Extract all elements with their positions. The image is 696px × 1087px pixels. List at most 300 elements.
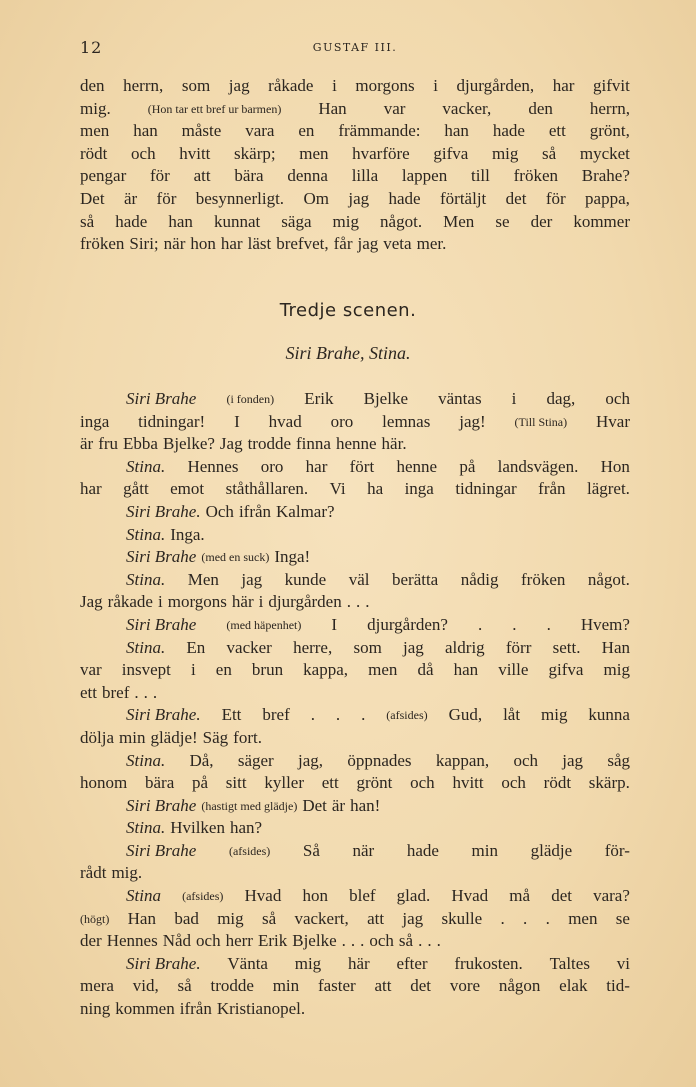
dialogue-line [80, 546, 630, 569]
dialogue-line [80, 637, 630, 660]
word: Brahe? [581, 166, 630, 186]
dialogue-line [80, 750, 630, 773]
dialogue-line [80, 501, 630, 524]
word: rådt [80, 863, 107, 883]
speaker-name: Siri Brahe. [126, 705, 201, 725]
word: men [368, 660, 398, 680]
word: fröken [521, 569, 566, 589]
word: är [331, 795, 346, 815]
word: kommen [115, 999, 175, 1019]
intro-line [80, 165, 630, 188]
word: att [193, 166, 211, 186]
dialogue-line [80, 953, 630, 976]
word: . [436, 931, 441, 951]
word: läst [247, 234, 272, 254]
word: mig [294, 953, 322, 973]
word: och [131, 143, 156, 163]
stage-direction: (med häpenhet) [226, 617, 302, 632]
speaker-name: Siri Brahe [126, 795, 197, 815]
speaker-name: Stina. [126, 818, 166, 838]
stage-direction: (med en suck) [201, 550, 270, 565]
word: så [542, 143, 557, 163]
word: här. [381, 434, 407, 454]
word: hvad [268, 411, 302, 431]
word: trodde [247, 434, 292, 454]
word: den [528, 98, 553, 118]
word: råkade [107, 592, 153, 612]
dialogue-line [80, 456, 630, 479]
word: Bjelke [292, 931, 337, 951]
stage-direction: (i fonden) [226, 392, 275, 406]
word: jag [403, 637, 424, 657]
word: vacker [226, 637, 272, 657]
word: för [156, 188, 177, 208]
word: lappen [401, 166, 448, 186]
word: elak [559, 976, 588, 996]
word: Men [443, 211, 475, 231]
speaker-name: Stina. [126, 569, 166, 589]
word: Vi [329, 479, 346, 499]
word: säger [237, 750, 274, 770]
word: Inga! [274, 547, 311, 567]
word: har [305, 456, 328, 476]
speaker-name: Stina. [126, 524, 166, 544]
word: är [123, 188, 138, 208]
word: att [374, 976, 392, 996]
dialogue-line [80, 885, 630, 908]
word: ha [367, 479, 384, 499]
word: förr [505, 637, 532, 657]
page-number: 12 [80, 38, 103, 57]
word: och [196, 931, 221, 951]
word: gifva [548, 660, 584, 680]
word: han [133, 121, 158, 141]
word: kunna [588, 705, 630, 725]
word: vid, [132, 976, 159, 996]
stage-direction: (högt) [80, 911, 110, 926]
word: han! [350, 795, 381, 815]
word: till [470, 166, 490, 186]
word: säga [281, 211, 312, 231]
stage-direction: (Hon tar ett bref ur barmen) [147, 101, 282, 116]
word: bära [234, 166, 264, 186]
word: . [361, 705, 366, 725]
word: djurgården? [367, 614, 448, 634]
word: hade [388, 188, 421, 208]
word: bära [144, 773, 175, 793]
word: . [335, 705, 341, 725]
word: Bjelke? [162, 434, 215, 454]
word: Hvad [244, 886, 282, 906]
word: . [545, 908, 550, 928]
scene-title: Tredje scenen. [279, 300, 417, 321]
word: Erik [257, 931, 288, 951]
word: Kalmar? [276, 501, 335, 521]
dialogue-line [80, 388, 630, 411]
word: mycket [579, 143, 630, 163]
page-header [80, 38, 630, 58]
word: mig. [111, 863, 143, 883]
word: ett [321, 773, 339, 793]
dialogue-line [80, 772, 630, 795]
word: frukosten. [454, 953, 523, 973]
word: kommer [573, 211, 630, 231]
word: var [383, 98, 406, 118]
word: Det [80, 188, 105, 208]
word: så [177, 976, 192, 996]
word: ett [548, 121, 566, 141]
word: gifva [433, 143, 469, 163]
word: Han [318, 98, 347, 118]
word: något. [380, 211, 423, 231]
word: måste [181, 121, 222, 141]
dialogue-line [80, 524, 630, 547]
intro-line [80, 120, 630, 143]
dialogue-line [80, 569, 630, 592]
word: . [360, 931, 365, 951]
word: ifrån [179, 999, 212, 1019]
word: den [80, 76, 105, 95]
word: från [538, 479, 566, 499]
word: mig [491, 143, 519, 163]
word: jag! [459, 411, 486, 431]
word: som [353, 637, 382, 657]
word: väl [348, 569, 370, 589]
word: bref [262, 705, 290, 725]
word: är [80, 434, 94, 454]
word: . [478, 614, 483, 634]
word: det [551, 886, 572, 906]
word: Om [303, 188, 329, 208]
word: Inga. [170, 524, 205, 544]
intro-line [80, 233, 630, 256]
speaker-name: Siri Brahe [126, 614, 197, 634]
word: öppnades [347, 750, 412, 770]
stage-direction: (Till Stina) [514, 414, 568, 429]
word: sett. [552, 637, 581, 657]
word: Hvem? [580, 614, 630, 634]
word: fört [349, 456, 375, 476]
word: efter [396, 953, 428, 973]
word: hon [302, 886, 328, 906]
word: Hvar [596, 411, 630, 431]
word: Det [302, 795, 327, 815]
word: henne [396, 456, 438, 476]
word: mig [217, 908, 244, 928]
word: aldrig [445, 637, 485, 657]
word: här [231, 592, 254, 612]
word: jag [348, 188, 370, 208]
word: herrn, [589, 98, 630, 118]
speaker-name: Siri Brahe. [126, 953, 201, 973]
word: I [331, 614, 338, 634]
word: när [352, 840, 375, 860]
word: blef [349, 886, 376, 906]
word: glädje! [150, 727, 198, 747]
word: trodde [210, 976, 254, 996]
word: får [333, 234, 353, 254]
word: Bjelke [363, 389, 409, 408]
word: jag [357, 234, 379, 254]
word: så [80, 211, 95, 231]
word: Kristianopel. [216, 999, 306, 1019]
word: lilla [351, 166, 379, 186]
word: dölja [80, 727, 114, 747]
word: . [523, 908, 528, 928]
word: och [501, 773, 526, 793]
word: se [495, 211, 510, 231]
word: ett [80, 682, 97, 702]
word: såg [607, 750, 630, 770]
word: vackert, [294, 908, 349, 928]
word: skärp. [588, 773, 630, 793]
word: men [80, 121, 110, 141]
word: grönt, [589, 121, 630, 141]
word: vore [449, 976, 481, 996]
word: så [398, 931, 414, 951]
word: Hon [600, 456, 630, 476]
word: Säg [202, 727, 229, 747]
word: han? [229, 818, 263, 838]
word: insvept [121, 660, 171, 680]
speaker-name: Siri Brahe [126, 389, 197, 408]
word: oro [260, 456, 284, 476]
word: gifvit [593, 76, 630, 95]
word: i [190, 660, 196, 680]
word: vara? [593, 886, 630, 906]
speaker-name: Siri Brahe. [126, 501, 201, 521]
word: jag [228, 76, 250, 95]
word: berätta [391, 569, 439, 589]
running-head: GUSTAF III. [312, 41, 398, 54]
intro-line [80, 211, 630, 234]
word: i [433, 76, 438, 95]
word: brun [251, 660, 284, 680]
speaker-name: Siri Brahe [126, 840, 197, 860]
word: se [615, 908, 630, 928]
dialogue-line [80, 908, 630, 931]
word: emot [170, 479, 205, 499]
word: . [365, 592, 370, 612]
word: . [427, 931, 432, 951]
word: ifrån [238, 501, 272, 521]
word: tidningar [455, 479, 517, 499]
word: brefvet, [276, 234, 329, 254]
word: en [215, 660, 232, 680]
word: . [134, 682, 139, 702]
word: dag, [546, 389, 576, 408]
word: vara [245, 121, 275, 141]
word: oro [330, 411, 354, 431]
word: jag [562, 750, 584, 770]
word: Taltes [549, 953, 590, 973]
word: glädje [530, 840, 573, 860]
word: förtäljt [440, 188, 487, 208]
word: något. [587, 569, 630, 589]
word: Gud, [448, 705, 483, 725]
word: Hvad [451, 886, 489, 906]
word: Vänta [227, 953, 268, 973]
dialogue-line [80, 682, 630, 705]
word: mig [541, 705, 568, 725]
word: någon [498, 976, 541, 996]
word: landsvägen. [497, 456, 579, 476]
word: har [80, 479, 102, 499]
word: en [298, 121, 315, 141]
word: på [192, 773, 209, 793]
word: hvitt [452, 773, 484, 793]
word: jag, [298, 750, 324, 770]
word: det [505, 188, 527, 208]
word: hade [406, 840, 439, 860]
word: herrn, [123, 76, 164, 95]
word: Han [601, 637, 630, 657]
word: En [186, 637, 206, 657]
word: der [80, 931, 102, 951]
dialogue-line [80, 795, 630, 818]
dialogue-line [80, 975, 630, 998]
word: djurgården [268, 592, 342, 612]
word: finna [296, 434, 331, 454]
word: inga [404, 479, 434, 499]
word: tid- [606, 976, 630, 996]
intro-line [80, 143, 630, 166]
word: så [261, 908, 277, 928]
word: ståthållaren. [225, 479, 309, 499]
word: och [410, 773, 435, 793]
word: denna [287, 166, 328, 186]
dialogue-line [80, 840, 630, 863]
dialogue-line [80, 930, 630, 953]
word: i [157, 592, 163, 612]
word: Ett [221, 705, 242, 725]
word: pengar [80, 166, 127, 186]
word: kappa, [303, 660, 349, 680]
dialogue-line [80, 411, 630, 434]
word: skulle [441, 908, 483, 928]
word: kunnat [213, 211, 261, 231]
word: rödt [80, 143, 108, 163]
word: som [181, 76, 211, 95]
word: pappa, [585, 188, 630, 208]
dialogue-line [80, 817, 630, 840]
word: . [546, 614, 551, 634]
word: på [459, 456, 476, 476]
speaker-name: Stina. [126, 456, 166, 476]
word: fröken [80, 234, 125, 254]
word: råkade [268, 76, 314, 95]
dialogue-line [80, 478, 630, 501]
dialogue-line [80, 704, 630, 727]
word: gått [123, 479, 149, 499]
stage-direction: (afsides) [228, 843, 271, 858]
word: kunde [284, 569, 327, 589]
word: Han [127, 908, 156, 928]
word: inga [80, 411, 110, 431]
stage-direction: (afsides) [182, 889, 224, 904]
word: bad [174, 908, 199, 928]
word: veta [383, 234, 412, 254]
word: djurgården, [456, 76, 535, 95]
word: herre, [293, 637, 333, 657]
dialogue-line [80, 591, 630, 614]
word: och [605, 389, 630, 408]
word: . [512, 614, 517, 634]
word: I [234, 411, 240, 431]
word: honom [80, 773, 128, 793]
word: tidningar! [138, 411, 206, 431]
word: mig [332, 211, 359, 231]
word: för [150, 166, 170, 186]
word: hon [190, 234, 216, 254]
word: . [346, 592, 351, 612]
word: mera [80, 976, 114, 996]
word: lägret. [586, 479, 630, 499]
word: det [410, 976, 432, 996]
dialogue-line [80, 659, 630, 682]
intro-paragraph [80, 75, 630, 256]
word: vi [616, 953, 630, 973]
speaker-name: Stina [126, 886, 161, 906]
word: mig [603, 660, 630, 680]
word: mer. [416, 234, 447, 254]
word: i [258, 592, 264, 612]
dialogue-line [80, 433, 630, 456]
speaker-name: Stina. [126, 750, 166, 770]
word: . [152, 682, 158, 702]
word: bref [102, 682, 130, 702]
word: Hennes [187, 456, 239, 476]
word: hade [492, 121, 525, 141]
word: morgons [355, 76, 415, 95]
word: att [367, 908, 385, 928]
word: herr [225, 931, 253, 951]
word: nådig [460, 569, 499, 589]
word: faster [317, 976, 356, 996]
word: mig. [80, 98, 111, 118]
word: hvarföre [352, 143, 410, 163]
dialogue-line [80, 998, 630, 1021]
word: glad. [396, 886, 431, 906]
word: må [509, 886, 531, 906]
dialogue-line [80, 862, 630, 885]
word: Siri; [129, 234, 159, 254]
word: . [418, 931, 423, 951]
word: men [568, 908, 598, 928]
word: rödt [543, 773, 572, 793]
speaker-name: Stina. [126, 637, 166, 657]
word: jag [402, 908, 424, 928]
word: Nåd [162, 931, 192, 951]
word: min [471, 840, 498, 860]
word: fru [98, 434, 119, 454]
word: lemnas [382, 411, 431, 431]
word: der [530, 211, 553, 231]
word: och [369, 931, 394, 951]
word: henne [335, 434, 377, 454]
stage-direction: (hastigt med glädje) [201, 798, 298, 813]
word: han [444, 121, 469, 141]
word: Men [187, 569, 219, 589]
word: ning [80, 999, 111, 1019]
word: han [168, 211, 193, 231]
dialogue-line [80, 614, 630, 637]
word: har [552, 76, 575, 95]
word: . [500, 908, 505, 928]
intro-line [80, 75, 630, 98]
word: Erik [304, 389, 334, 408]
word: min [119, 727, 146, 747]
